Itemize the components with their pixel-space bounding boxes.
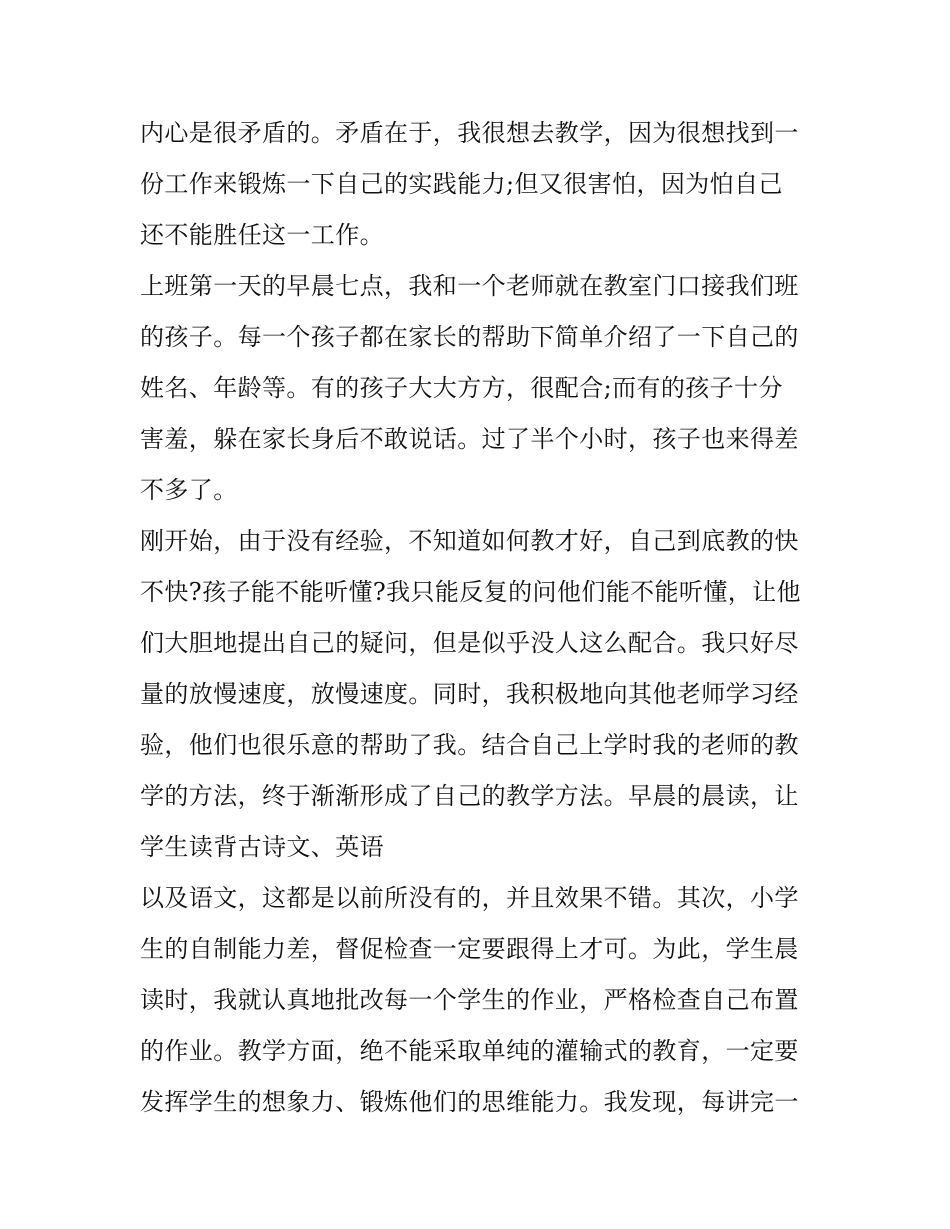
text-line: 的孩子。每一个孩子都在家长的帮助下简单介绍了一下自己的 bbox=[140, 323, 799, 351]
text-line: 的作业。教学方面，绝不能采取单纯的灌输式的教育，一定要 bbox=[140, 1037, 799, 1065]
document-body bbox=[140, 108, 812, 1128]
text-line: 不多了。 bbox=[140, 476, 238, 504]
text-line: 发挥学生的想象力、锻炼他们的思维能力。我发现，每讲完一 bbox=[140, 1088, 799, 1116]
text-line: 学的方法，终于渐渐形成了自己的教学方法。早晨的晨读，让 bbox=[140, 782, 799, 810]
text-line: 们大胆地提出自己的疑问，但是似乎没人这么配合。我只好尽 bbox=[140, 629, 799, 657]
text-line: 不快?孩子能不能听懂?我只能反复的问他们能不能听懂，让他 bbox=[140, 578, 801, 606]
text-line: 生的自制能力差，督促检查一定要跟得上才可。为此，学生晨 bbox=[140, 935, 799, 963]
text-line: 验，他们也很乐意的帮助了我。结合自己上学时我的老师的教 bbox=[140, 731, 799, 759]
text-line: 刚开始，由于没有经验，不知道如何教才好，自己到底教的快 bbox=[140, 527, 799, 555]
text-line: 以及语文，这都是以前所没有的，并且效果不错。其次，小学 bbox=[140, 884, 799, 912]
text-line: 内心是很矛盾的。矛盾在于，我很想去教学，因为很想找到一 bbox=[140, 119, 799, 147]
text-line: 读时，我就认真地批改每一个学生的作业，严格检查自己布置 bbox=[140, 986, 799, 1014]
text-line: 量的放慢速度，放慢速度。同时，我积极地向其他老师学习经 bbox=[140, 680, 799, 708]
text-line: 姓名、年龄等。有的孩子大大方方，很配合;而有的孩子十分 bbox=[140, 374, 783, 402]
text-line: 上班第一天的早晨七点，我和一个老师就在教室门口接我们班 bbox=[140, 272, 799, 300]
text-line: 害羞，躲在家长身后不敢说话。过了半个小时，孩子也来得差 bbox=[140, 425, 799, 453]
text-line: 学生读背古诗文、英语 bbox=[140, 833, 384, 861]
text-line: 还不能胜任这一工作。 bbox=[140, 221, 384, 249]
text-line: 份工作来锻炼一下自己的实践能力;但又很害怕，因为怕自己 bbox=[140, 170, 783, 198]
